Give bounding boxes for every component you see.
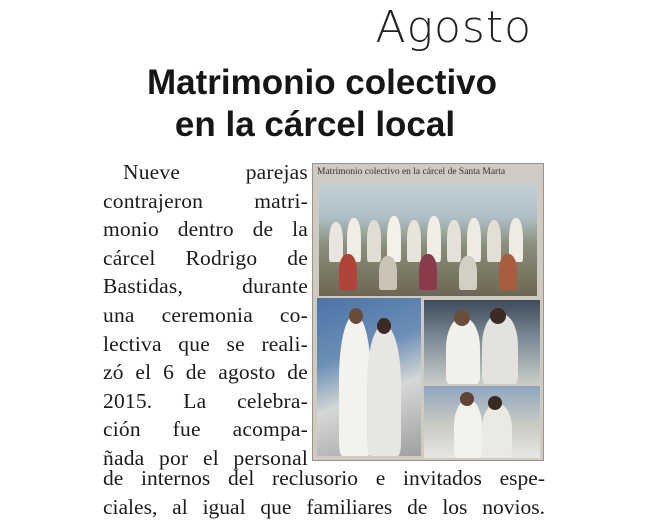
group-photo: [319, 184, 537, 296]
body-line: monio dentro de la: [103, 217, 308, 242]
body-line: de internos del reclusorio e invitados espe-: [103, 466, 545, 490]
body-line: cárcel Rodrigo de: [103, 245, 308, 270]
body-line: Nueve parejas: [123, 160, 308, 184]
wedding-photo-collage: [312, 163, 544, 461]
body-line: ción fue acompa-: [103, 417, 308, 442]
body-line: zó el 6 de agosto de: [103, 360, 308, 385]
article-headline-line-2: en la cárcel local: [174, 105, 456, 144]
body-line: 2015. La celebra-: [103, 388, 308, 413]
body-line: una ceremonia co-: [103, 303, 308, 327]
body-line: Bastidas, durante: [103, 274, 308, 299]
body-line: ciales, al igual que familiares de los novios.: [103, 494, 545, 519]
body-line: lectiva que se reali-: [103, 331, 308, 356]
body-line: contrajeron matri-: [103, 188, 308, 213]
couple-photo-3: [424, 386, 540, 458]
section-month-title: Agosto: [375, 2, 532, 53]
couple-photo-2: [424, 300, 540, 384]
couple-photo-1: [317, 298, 421, 456]
body-line: ñada por el personal: [103, 446, 308, 470]
photo-caption: Matrimonio colectivo en la cárcel de Santa Marta: [317, 167, 506, 177]
article-headline-line-1: Matrimonio colectivo: [146, 63, 498, 102]
